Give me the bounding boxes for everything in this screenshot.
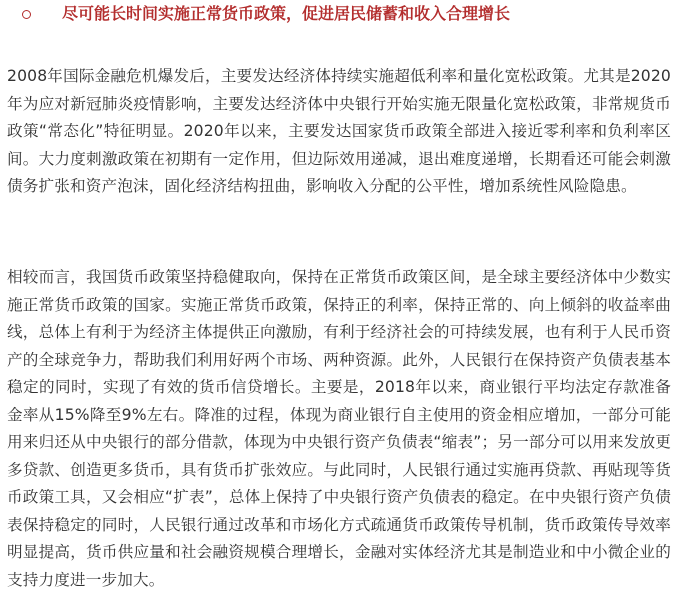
circle-bullet-icon — [22, 10, 31, 19]
section-heading — [0, 4, 676, 30]
paragraph-2: 相较而言，我国货币政策坚持稳健取向，保持在正常货币政策区间，是全球主要经济体中少数实施正常货币政策的国家。实施正常货币政策，保持正的利率，保持正常的、向上倾斜的收益率曲线，总体上有利于为经济主体提供正向激励，有利于经济社会的可持续发展，也有利于人民币资产的全球竞争力，帮助我们利用好两个市场、两种资源。此外，人民银行在保持资产负债表基本稳定的同时，实现了有效的货币信贷增长。主要是，2018年以来，商业银行平均法定存款准备金率从15%降至9%左右。降准的过程，体现为商业银行自主使用的资金相应增加，一部分可能用来归还从中央银行的部分借款，体现为中央银行资产负债表“缩表”；另一部分可以用来发放更多贷款、创造更多货币，具有货币扩张效应。与此同时，人民银行通过实施再贷款、再贴现等货币政策工具，又会相应“扩表”，总体上保持了中央银行资产负债表的稳定。在中央银行资产负债表保持稳定的同时，人民银行通过改革和市场化方式疏通货币政策传导机制，货币政策传导效率明显提高，货币供应量和社会融资规模合理增长，金融对实体经济尤其是制造业和中小微企业的支持力度进一步加大。 — [7, 268, 671, 589]
section-title: 尽可能长时间实施正常货币政策，促进居民储蓄和收入合理增长 — [62, 4, 511, 23]
paragraph-1: 2008年国际金融危机爆发后，主要发达经济体持续实施超低利率和量化宽松政策。尤其是2020年为应对新冠肺炎疫情影响，主要发达经济体中央银行开始实施无限量化宽松政策，非常规货币政策“常态化”特征明显。2020年以来，主要发达国家货币政策全部进入接近零利率和负利率区间。大力度刺激政策在初期有一定作用，但边际效用递减，退出难度递增，长期看还可能会刺激债务扩张和资产泡沫，固化经济结构扭曲，影响收入分配的公平性，增加系统性风险隐患。 — [7, 67, 671, 195]
